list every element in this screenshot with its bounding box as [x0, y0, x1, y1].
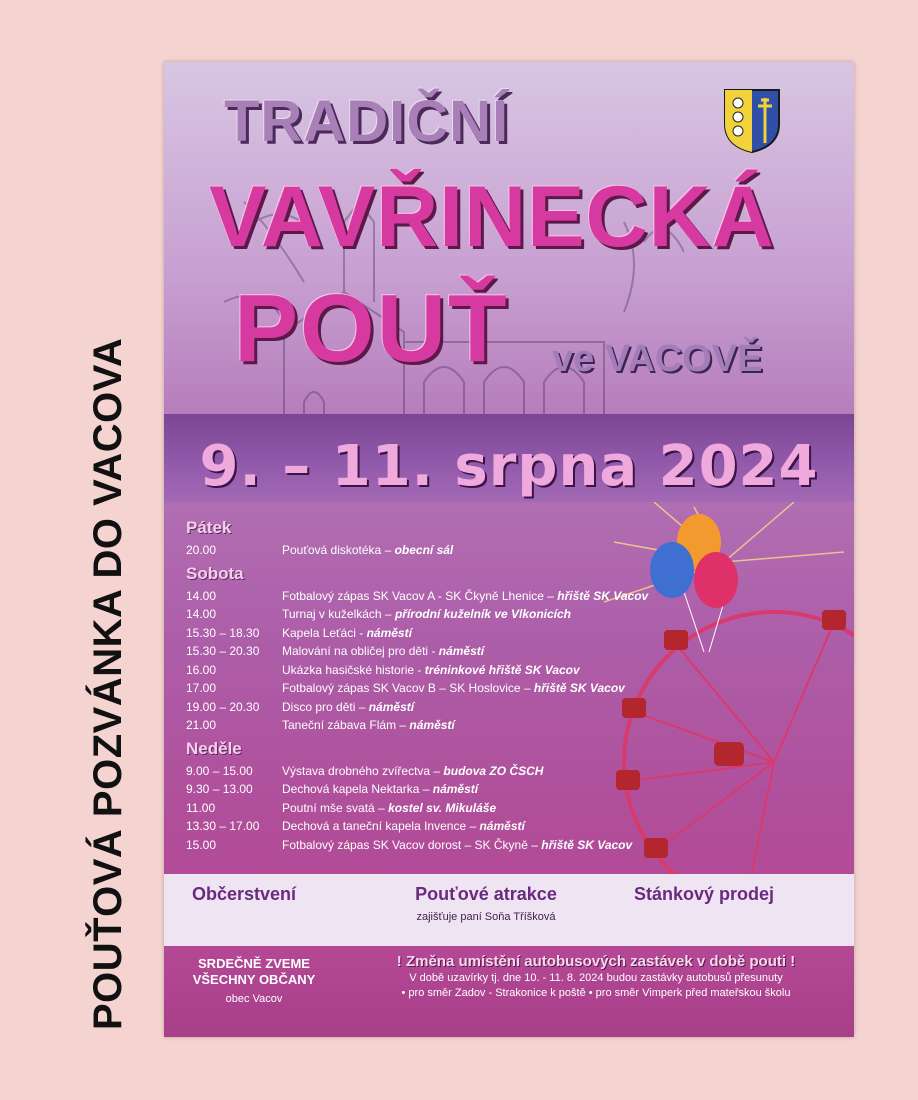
program-row — [186, 698, 706, 717]
program-row — [186, 716, 706, 735]
event-time: 16.00 — [186, 662, 217, 677]
coat-of-arms-icon — [723, 88, 781, 154]
event-time: 9.00 – 15.00 — [186, 763, 253, 778]
event-time: 15.00 — [186, 837, 217, 852]
refreshments-label: Občerstvení — [192, 884, 297, 904]
event-time: 21.00 — [186, 718, 217, 733]
event-text: Disco pro děti – náměstí — [282, 699, 415, 714]
event-date: 9. – 11. srpna 2024 — [199, 434, 819, 499]
notice-line-2: • pro směr Zadov - Strakonice k poště • pro směr Vimperk před mateřskou školu — [401, 987, 791, 999]
event-text: Dechová kapela Nektarka – náměstí — [282, 782, 479, 797]
notice-title: ! Změna umístění autobusových zastávek v době pouti ! — [396, 953, 796, 970]
program-row — [186, 642, 706, 661]
day-block — [186, 739, 706, 855]
side-title: POUŤOVÁ POZVÁNKA DO VACOVA — [86, 337, 130, 1030]
event-text: Taneční zábava Flám – náměstí — [282, 718, 455, 733]
day-block — [186, 564, 706, 735]
event-text: Pouťová diskotéka – obecní sál — [282, 543, 454, 558]
attractions-sub: zajišťuje paní Soňa Tříšková — [416, 911, 556, 923]
invite-signature: obec Vacov — [225, 993, 283, 1005]
program-row — [186, 799, 706, 818]
event-text: Fotbalový zápas SK Vacov dorost – SK Čkyně – hřiště SK Vacov — [282, 837, 633, 852]
attractions-label: Pouťové atrakce — [415, 884, 557, 904]
event-time: 14.00 — [186, 588, 217, 603]
poster — [164, 62, 854, 1037]
amenities-band — [164, 874, 854, 946]
heading-ve-vacove: ve VACOVĚ — [552, 338, 763, 380]
day-block — [186, 518, 706, 560]
event-time: 9.30 – 13.00 — [186, 782, 253, 797]
program — [186, 514, 706, 854]
event-text: Dechová a taneční kapela Invence – náměstí — [282, 819, 525, 834]
event-text: Poutní mše svatá – kostel sv. Mikuláše — [282, 800, 497, 815]
notice-line-1: V době uzavírky tj. dne 10. - 11. 8. 2024 budou zastávky autobusů přesunuty — [409, 972, 783, 984]
event-time: 15.30 – 20.30 — [186, 644, 260, 659]
event-time: 13.30 – 17.00 — [186, 819, 260, 834]
day-heading: Sobota — [186, 563, 244, 583]
attractions-block — [386, 884, 586, 923]
day-heading: Neděle — [186, 738, 242, 758]
invite-line-2: VŠECHNY OBČANY — [192, 972, 316, 987]
event-time: 17.00 — [186, 681, 217, 696]
program-row — [186, 817, 706, 836]
event-time: 19.00 – 20.30 — [186, 699, 260, 714]
day-heading: Pátek — [186, 518, 232, 537]
invite-line-1: SRDEČNĚ ZVEME — [198, 956, 310, 971]
heading-pout: POUŤ — [234, 275, 509, 382]
invitation — [182, 956, 326, 1007]
event-text: Fotbalový zápas SK Vacov A - SK Čkyně Lhenice – hřiště SK Vacov — [282, 588, 649, 603]
heading-traditional: TRADIČNÍ — [224, 89, 510, 154]
program-row — [186, 661, 706, 680]
program-row — [186, 836, 706, 855]
program-row — [186, 624, 706, 643]
event-text: Malování na obličej pro děti - náměstí — [282, 644, 485, 659]
program-row — [186, 605, 706, 624]
program-row — [186, 762, 706, 781]
event-time: 20.00 — [186, 543, 217, 558]
event-text: Kapela Leťáci - náměstí — [282, 625, 412, 640]
event-time: 14.00 — [186, 607, 217, 622]
event-text: Ukázka hasičské historie - tréninkové hřiště SK Vacov — [282, 662, 580, 677]
event-time: 11.00 — [186, 800, 216, 815]
program-row — [186, 541, 706, 560]
bus-notice — [346, 954, 846, 1001]
event-text: Turnaj v kuželkách – přírodní kuželník ve Vlkonicích — [282, 607, 571, 622]
stalls-label: Stánkový prodej — [634, 884, 775, 904]
program-row — [186, 587, 706, 606]
event-text: Fotbalový zápas SK Vacov B – SK Hoslovice – hřiště SK Vacov — [282, 681, 625, 696]
event-time: 15.30 – 18.30 — [186, 625, 260, 640]
event-text: Výstava drobného zvířectva – budova ZO ČSCH — [282, 763, 544, 778]
program-row — [186, 679, 706, 698]
footer — [164, 946, 854, 1037]
program-row — [186, 780, 706, 799]
heading-vavrinecka: VAVŘINECKÁ — [209, 169, 775, 265]
